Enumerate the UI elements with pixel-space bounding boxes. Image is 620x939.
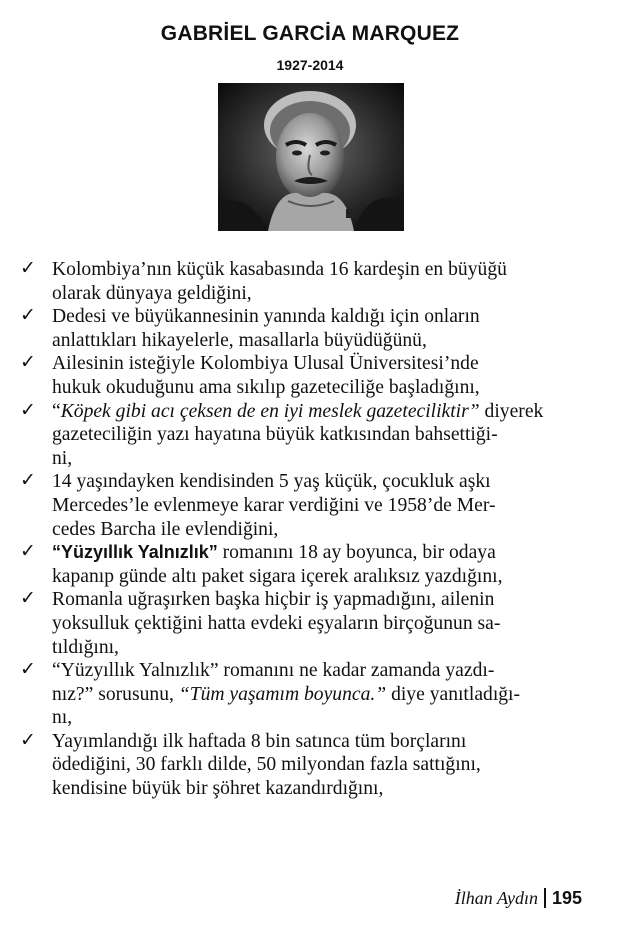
- list-item: [20, 352, 605, 399]
- list-item: [20, 588, 605, 659]
- item-line: Romanla uğraşırken başka hiçbir iş yapmadığını, ailenin: [52, 589, 495, 611]
- item-line: [52, 541, 605, 565]
- item-line: ödediğini, 30 farklı dilde, 50 milyondan fazla sattığını,: [52, 754, 481, 776]
- item-line: [52, 400, 605, 424]
- facts-list: [20, 258, 605, 801]
- list-item: [20, 400, 605, 471]
- check-icon: ✓: [20, 658, 36, 681]
- list-item: [20, 730, 605, 801]
- footer-divider: [544, 888, 546, 908]
- item-line: nı,: [52, 707, 73, 729]
- item-line: kendisine büyük bir şöhret kazandırdığını,: [52, 778, 384, 800]
- item-line: olarak dünyaya geldiğini,: [52, 282, 252, 304]
- check-icon: ✓: [20, 728, 36, 751]
- check-icon: ✓: [20, 304, 36, 327]
- list-item: [20, 659, 605, 730]
- quote-open: “: [52, 400, 61, 422]
- italic-quote: Köpek gibi acı çeksen de en iyi meslek gazeteciliktir”: [60, 400, 480, 422]
- portrait-image: [218, 83, 404, 231]
- check-icon: ✓: [20, 587, 36, 610]
- footer-author: İlhan Aydın: [454, 888, 538, 908]
- item-text: diyerek: [479, 400, 544, 422]
- page-title: GABRİEL GARCİA MARQUEZ: [160, 22, 460, 45]
- item-line: gazeteciliğin yazı hayatına büyük katkısından bahsettiği-: [52, 424, 498, 446]
- list-item: [20, 541, 605, 588]
- item-line: cedes Barcha ile evlendiğini,: [52, 518, 279, 540]
- item-text: nız?” sorusunu,: [52, 683, 179, 705]
- item-line: Yayımlandığı ilk haftada 8 bin satınca tüm borçlarını: [52, 730, 467, 752]
- list-item: [20, 305, 605, 352]
- item-text: romanını 18 ay boyunca, bir odaya: [217, 542, 496, 564]
- item-text: diye yanıtladığı-: [386, 683, 521, 705]
- check-icon: ✓: [20, 257, 36, 279]
- item-line: anlattıkları hikayelerle, masallarla büyüdüğünü,: [52, 329, 427, 351]
- item-line: ni,: [52, 447, 73, 469]
- item-line: “Yüzyıllık Yalnızlık” romanını ne kadar zamanda yazdı-: [52, 660, 495, 682]
- check-icon: ✓: [20, 398, 36, 421]
- bold-book-title: “Yüzyıllık Yalnızlık”: [52, 542, 218, 563]
- list-item: [20, 258, 605, 305]
- check-icon: ✓: [20, 540, 36, 563]
- list-item: [20, 470, 605, 541]
- check-icon: ✓: [20, 351, 36, 374]
- item-line: tıldığını,: [52, 636, 119, 658]
- item-line: Mercedes’le evlenmeye karar verdiğini ve 1958’de Mer-: [52, 494, 496, 516]
- check-icon: ✓: [20, 469, 36, 492]
- page-number: 195: [551, 888, 582, 908]
- item-line: [52, 683, 605, 707]
- italic-quote: “Tüm yaşamım boyunca.”: [178, 683, 387, 705]
- life-years: 1927-2014: [276, 57, 344, 73]
- item-line: kapanıp günde altı paket sigara içerek aralıksız yazdığını,: [52, 565, 503, 587]
- item-line: Kolombiya’nın küçük kasabasında 16 kardeşin en büyüğü: [52, 259, 507, 280]
- page-footer: [455, 888, 582, 909]
- author-portrait: [218, 83, 404, 231]
- item-line: Dedesi ve büyükannesinin yanında kaldığı için onların: [52, 306, 480, 328]
- item-line: Ailesinin isteğiyle Kolombiya Ulusal Üniversitesi’nde: [52, 353, 479, 375]
- item-line: 14 yaşındayken kendisinden 5 yaş küçük, çocukluk aşkı: [52, 471, 491, 493]
- item-line: yoksulluk çektiğini hatta evdeki eşyaların birçoğunun sa-: [52, 612, 501, 634]
- item-line: hukuk okuduğunu ama sıkılıp gazeteciliğe başladığını,: [52, 376, 480, 398]
